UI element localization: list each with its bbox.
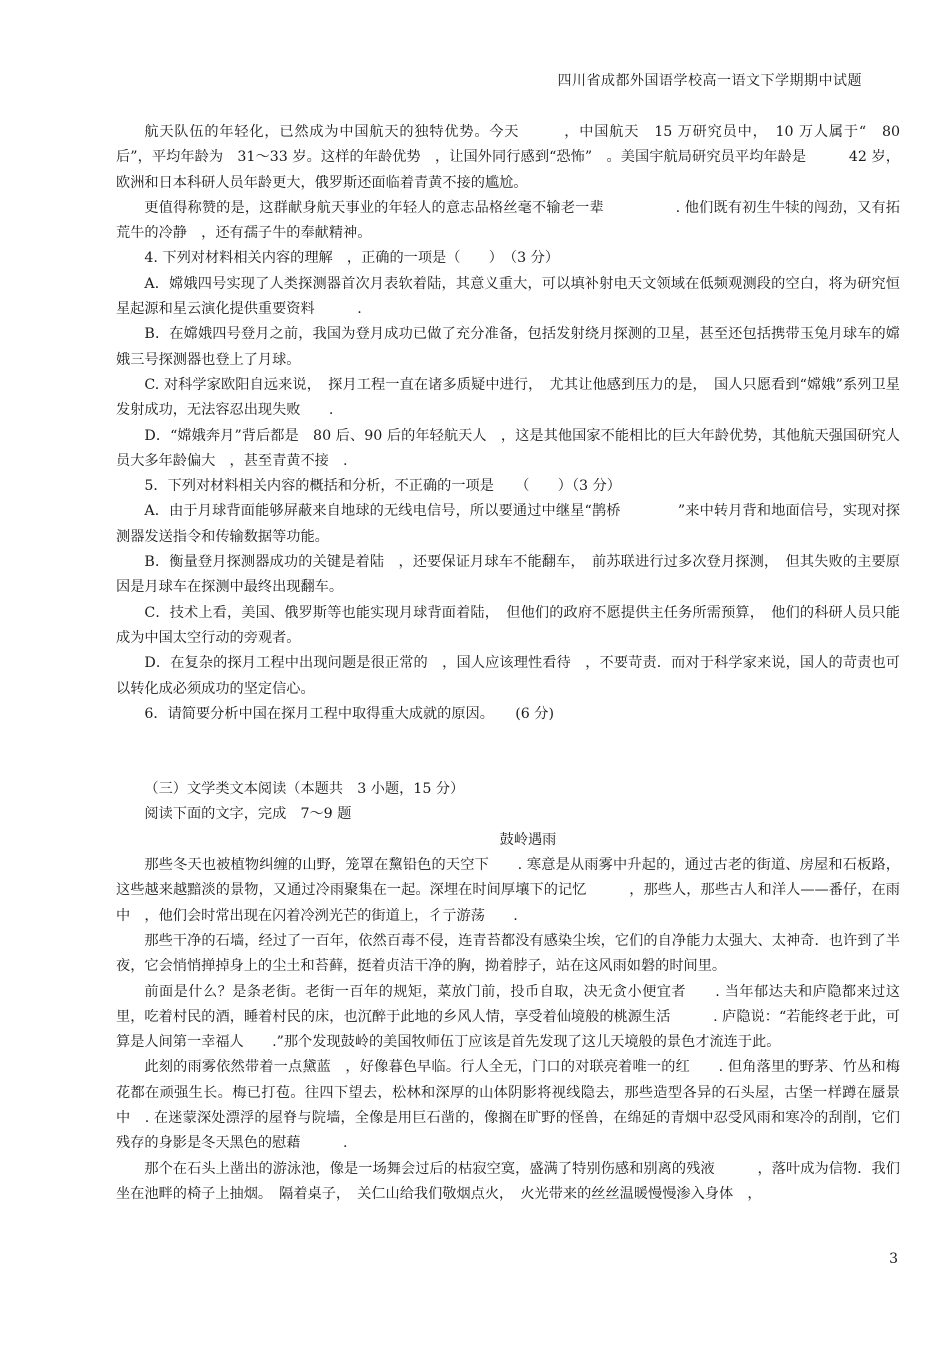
question-5-option-d: D．在复杂的探月工程中出现问题是很正常的 ，国人应该理性看待 ，不要苛责．而对于科学家来说，国人的苛责也可以转化成必须成功的坚定信心。 bbox=[116, 655, 900, 697]
article-paragraph: 前面是什么？是条老街。老街一百年的规矩，菜放门前，投币自取，决无贪小便宜者 . 当年郁达夫和庐隐都来过这里，吃着村民的酒，睡着村民的床，也沉醉于此地的乡风人情，享受着仙境般的桃源生活 . 庐隐说：“若能终老于此，可算是人间第一幸福人 .”那个发现鼓岭的美国牧师伍丁应该是首先发现了这儿天境般的景色才流连于此。 bbox=[116, 983, 900, 1051]
question-5-option-b: B．衡量登月探测器成功的关键是着陆 ，还要保证月球车不能翻车， 前苏联进行过多次登月探测， 但其失败的主要原因是月球车在探测中最终出现翻车。 bbox=[116, 554, 900, 596]
article-paragraph: 那个在石头上凿出的游泳池，像是一场舞会过后的枯寂空寞，盛满了特别伤感和别离的残液 ，落叶成为信物．我们坐在池畔的椅子上抽烟。 隔着桌子， 关仁山给我们敬烟点火， 火光带来的丝丝温暖慢慢渗入身体 ， bbox=[116, 1160, 900, 1202]
question-4-option-a: A．嫦娥四号实现了人类探测器首次月表软着陆，其意义重大，可以填补射电天文领域在低频观测段的空白，将为研究恒星起源和星云演化提供重要资料 . bbox=[116, 275, 900, 318]
paragraph: 航天队伍的年轻化，已然成为中国航天的独特优势。今天 ，中国航天 15 万研究员中， 10 万人属于“ 80 后”，平均年龄为 31～33 岁。这样的年龄优势 ，让国外同行感到“恐怖” 。美国宇航局研究员平均年龄是 42 岁，欧洲和日本科研人员年龄更大，俄罗斯还面临着青黄不接的尴尬。 bbox=[116, 124, 900, 191]
question-5-stem: 5．下列对材料相关内容的概括和分析，不正确的一项是 （ ）（3 分） bbox=[144, 478, 621, 495]
question-4-stem: 4. 下列对材料相关内容的理解 ，正确的一项是（ ） （3 分） bbox=[144, 250, 560, 267]
question-6-stem: 6．请简要分析中国在探月工程中取得重大成就的原因。 (6 分) bbox=[144, 705, 554, 722]
question-4-option-d: D．“嫦娥奔月”背后都是 80 后、90 后的年轻航天人 ，这是其他国家不能相比的巨大年龄优势，其他航天强国研究人员大多年龄偏大 ，甚至青黄不接 . bbox=[116, 427, 900, 469]
document-body bbox=[116, 120, 900, 1207]
article-paragraph: 此刻的雨雾依然带着一点黛蓝 ，好像暮色早临。行人全无，门口的对联亮着唯一的红 . 但角落里的野茅、竹丛和梅花都在顽强生长。梅已打苞。往四下望去，松林和深厚的山体阴影将视线隐去，那些造型各异的石头屋，古堡一样蹲在蜃景中 . 在迷蒙深处漂浮的屋脊与院墙，全像是用巨石凿的，像搁在旷野的怪兽，在绵延的青烟中忍受风雨和寒冷的刮削，它们残存的身影是冬天黑色的慰藉 . bbox=[116, 1059, 900, 1152]
section-3-heading: （三）文学类文本阅读（本题共 3 小题，15 分） bbox=[144, 781, 465, 798]
section-gap bbox=[116, 727, 900, 777]
question-5-option-a: A．由于月球背面能够屏蔽来自地球的无线电信号，所以要通过中继星“鹊桥 ”来中转月背和地面信号，实现对探测器发送指令和传输数据等功能。 bbox=[116, 503, 900, 545]
page-header: 四川省成都外国语学校高一语文下学期期中试题 bbox=[557, 73, 862, 89]
question-4-option-b: B．在嫦娥四号登月之前，我国为登月成功已做了充分准备，包括发射绕月探测的卫星，甚至还包括携带玉兔月球车的嫦娥三号探测器也登上了月球。 bbox=[116, 326, 900, 368]
page-number: 3 bbox=[889, 1251, 898, 1267]
section-3-instruction: 阅读下面的文字，完成 7～9 题 bbox=[144, 806, 352, 823]
article-paragraph: 那些干净的石墙，经过了一百年，依然百毒不侵，连青苔都没有感染尘埃，它们的自净能力太强大、太神奇．也许到了半夜，它会悄悄掸掉身上的尘土和苔藓，挺着贞洁干净的胸，拗着脖子，站在这风雨如磐的时间里。 bbox=[116, 932, 900, 975]
paragraph: 更值得称赞的是，这群献身航天事业的年轻人的意志品格丝毫不输老一辈 . 他们既有初生牛犊的闯劲，又有拓荒牛的冷静 ，还有孺子牛的奉献精神。 bbox=[116, 199, 900, 242]
question-5-option-c: C．技术上看，美国、俄罗斯等也能实现月球背面着陆， 但他们的政府不愿提供主任务所需预算， 他们的科研人员只能成为中国太空行动的旁观者。 bbox=[116, 604, 900, 646]
question-4-option-c: C. 对科学家欧阳自远来说， 探月工程一直在诸多质疑中进行， 尤其让他感到压力的是， 国人只愿看到“嫦娥”系列卫星发射成功，无法容忍出现失败 . bbox=[116, 376, 900, 419]
article-paragraph: 那些冬天也被植物纠缠的山野，笼罩在黧铅色的天空下 . 寒意是从雨雾中升起的，通过古老的街道、房屋和石板路，这些越来越黯淡的景物，又通过冷雨聚集在一起。深埋在时间厚壤下的记忆 ，那些人，那些古人和洋人——番仔，在雨中 ，他们会时常出现在闪着冷洌光芒的街道上，彳亍游荡 . bbox=[116, 857, 900, 924]
article-title: 鼓岭遇雨 bbox=[499, 831, 557, 848]
